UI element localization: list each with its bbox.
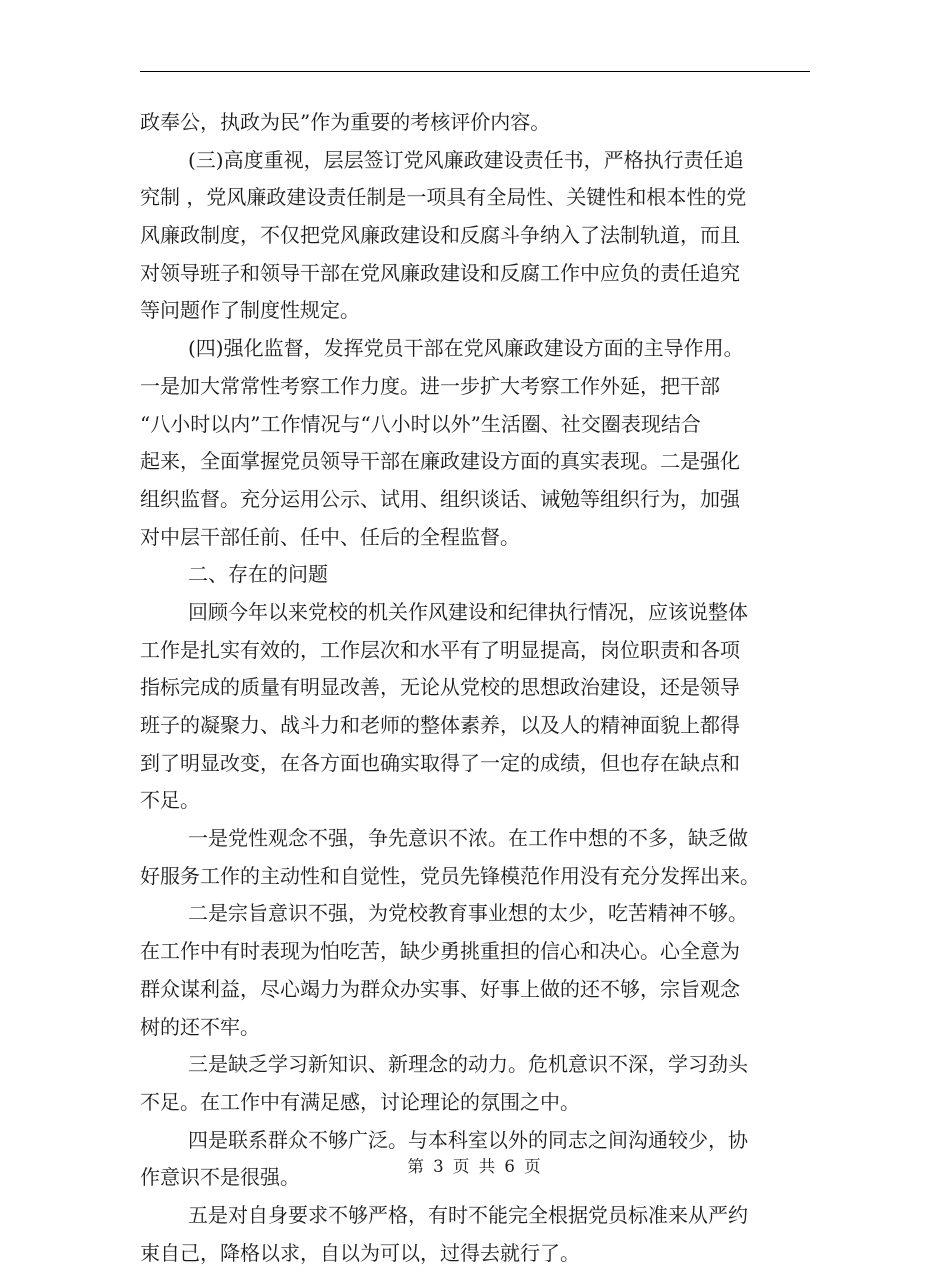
- paragraph-start: (三)高度重视，层层签订党风廉政建设责任书，严格执行责任追: [188, 147, 744, 172]
- text-line: 不足。在工作中有满足感，讨论理论的氛围之中。: [140, 1089, 580, 1114]
- text-line: 究制 ，党风廉政建设责任制是一项具有全局性、关键性和根本性的党: [140, 185, 747, 210]
- document-body: [140, 104, 812, 1272]
- paragraph-start: (四)强化监督，发挥党员干部在党风廉政建设方面的主导作用。: [188, 336, 744, 361]
- text-line: 对领导班子和领导干部在党风廉政建设和反腐工作中应负的责任追究: [140, 260, 740, 285]
- text-line: 班子的凝聚力、战斗力和老师的整体素养，以及人的精神面貌上都得: [140, 713, 740, 737]
- text-line: 工作是扎实有效的，工作层次和水平有了明显提高，岗位职责和各项: [140, 637, 740, 662]
- paragraph-start: 回顾今年以来党校的机关作风建设和纪律执行情况，应该说整体: [188, 599, 748, 624]
- text-line: 群众谋利益，尽心竭力为群众办实事、好事上做的还不够，宗旨观念: [140, 976, 740, 1001]
- text-line: 树的还不牢。: [140, 1014, 260, 1039]
- text-line: 束自己，降格以求，自以为可以，过得去就行了。: [140, 1240, 580, 1265]
- paragraph-start: 三是缺乏学习新知识、新理念的动力。危机意识不深，学习劲头: [188, 1052, 748, 1077]
- text-line: 对中层干部任前、任中、任后的全程监督。: [140, 524, 520, 549]
- header-rule: [140, 71, 810, 72]
- text-line: 不足。: [140, 788, 200, 813]
- text-line: “八小时以内”工作情况与“八小时以外”生活圈、社交圈表现结合: [140, 411, 701, 436]
- paragraph-start: 五是对自身要求不够严格，有时不能完全根据党员标准来从严约: [188, 1202, 748, 1227]
- text-line: 指标完成的质量有明显改善，无论从党校的思想政治建设，还是领导: [140, 675, 740, 700]
- section-heading: 二、存在的问题: [188, 562, 328, 587]
- text-line: 在工作中有时表现为怕吃苦，缺少勇挑重担的信心和决心。心全意为: [140, 939, 740, 964]
- text-line: 好服务工作的主动性和自觉性，党员先锋模范作用没有充分发挥出来。: [140, 863, 760, 888]
- paragraph-start: 二是宗旨意识不强，为党校教育事业想的太少，吃苦精神不够。: [188, 901, 748, 926]
- text-line: 组织监督。充分运用公示、试用、组织谈话、诫勉等组织行为，加强: [140, 486, 740, 511]
- text-line: 风廉政制度，不仅把党风廉政建设和反腐斗争纳入了法制轨道，而且: [140, 223, 740, 248]
- text-line: 等问题作了制度性规定。: [140, 298, 360, 323]
- page-number: 第 3 页 共 6 页: [407, 1157, 543, 1176]
- text-line: 到了明显改变，在各方面也确实取得了一定的成绩，但也存在缺点和: [140, 750, 740, 775]
- paragraph-start: 四是联系群众不够广泛。与本科室以外的同志之间沟通较少，协: [188, 1127, 748, 1152]
- text-line: 一是加大常常性考察工作力度。进一步扩大考察工作外延，把干部: [140, 373, 720, 398]
- paragraph-start: 一是党性观念不强，争先意识不浓。在工作中想的不多，缺乏做: [188, 826, 748, 851]
- text-line: 起来，全面掌握党员领导干部在廉政建设方面的真实表现。二是强化: [140, 449, 740, 474]
- text-line: 政奉公，执政为民”作为重要的考核评价内容。: [140, 110, 551, 134]
- text-line: 作意识不是很强。: [140, 1165, 300, 1190]
